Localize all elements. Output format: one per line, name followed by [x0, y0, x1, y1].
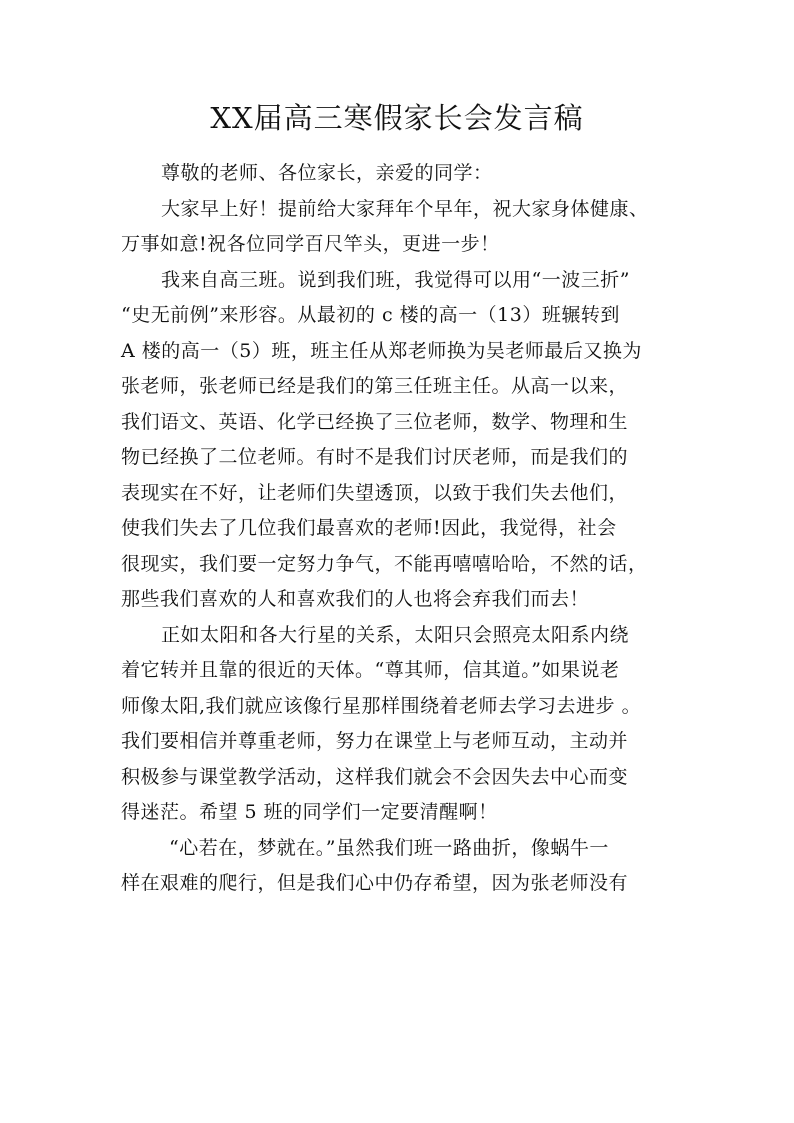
- text-line: 物已经换了二位老师。有时不是我们讨厌老师，而是我们的: [121, 446, 629, 468]
- text-line: 表现实在不好，让老师们失望透顶，以致于我们失去他们，: [121, 481, 629, 504]
- text-line: 使我们失去了几位我们最喜欢的老师!因此，我觉得，社会: [121, 517, 617, 539]
- text-line: “史无前例”来形容。从最初的 c 楼的高一（13）班辗转到: [121, 304, 620, 326]
- text-line: 我来自高三班。说到我们班，我觉得可以用“一波三折”: [161, 268, 630, 291]
- text-line: “心若在，梦就在。”虽然我们班一路曲折，像蜗牛一: [169, 836, 609, 859]
- text-line-salutation: 尊敬的老师、各位家长，亲爱的同学：: [161, 162, 493, 184]
- text-line: 我们语文、英语、化学已经换了三位老师，数学、物理和生: [121, 410, 629, 433]
- text-line: 我们要相信并尊重老师，努力在课堂上与老师互动，主动并: [121, 730, 629, 752]
- text-line: 张老师，张老师已经是我们的第三任班主任。从高一以来，: [121, 375, 629, 397]
- text-line: 万事如意!祝各位同学百尺竿头，更进一步！: [121, 233, 500, 255]
- text-line: 得迷茫。希望 5 班的同学们一定要清醒啊！: [121, 801, 498, 823]
- document-body: [121, 156, 677, 902]
- text-line: 积极参与课堂教学活动，这样我们就会不会因失去中心而变: [121, 765, 629, 788]
- text-line: 大家早上好！提前给大家拜年个早年，祝大家身体健康、: [161, 197, 649, 220]
- text-line: A 楼的高一（5）班，班主任从郑老师换为吴老师最后又换为: [121, 339, 642, 362]
- text-line: 样在艰难的爬行，但是我们心中仍存希望，因为张老师没有: [121, 872, 629, 894]
- document-title: XX届高三寒假家长会发言稿: [210, 101, 584, 135]
- text-line: 那些我们喜欢的人和喜欢我们的人也将会弃我们而去！: [121, 588, 590, 610]
- text-line: 师像太阳,我们就应该像行星那样围绕着老师去学习去进步 。: [121, 694, 642, 717]
- text-line: 很现实，我们要一定努力争气，不能再嘻嘻哈哈，不然的话，: [121, 552, 648, 575]
- text-line: 正如太阳和各大行星的关系，太阳只会照亮太阳系内绕: [161, 623, 630, 646]
- text-line: 着它转并且靠的很近的天体。“尊其师，信其道。”如果说老: [121, 659, 620, 681]
